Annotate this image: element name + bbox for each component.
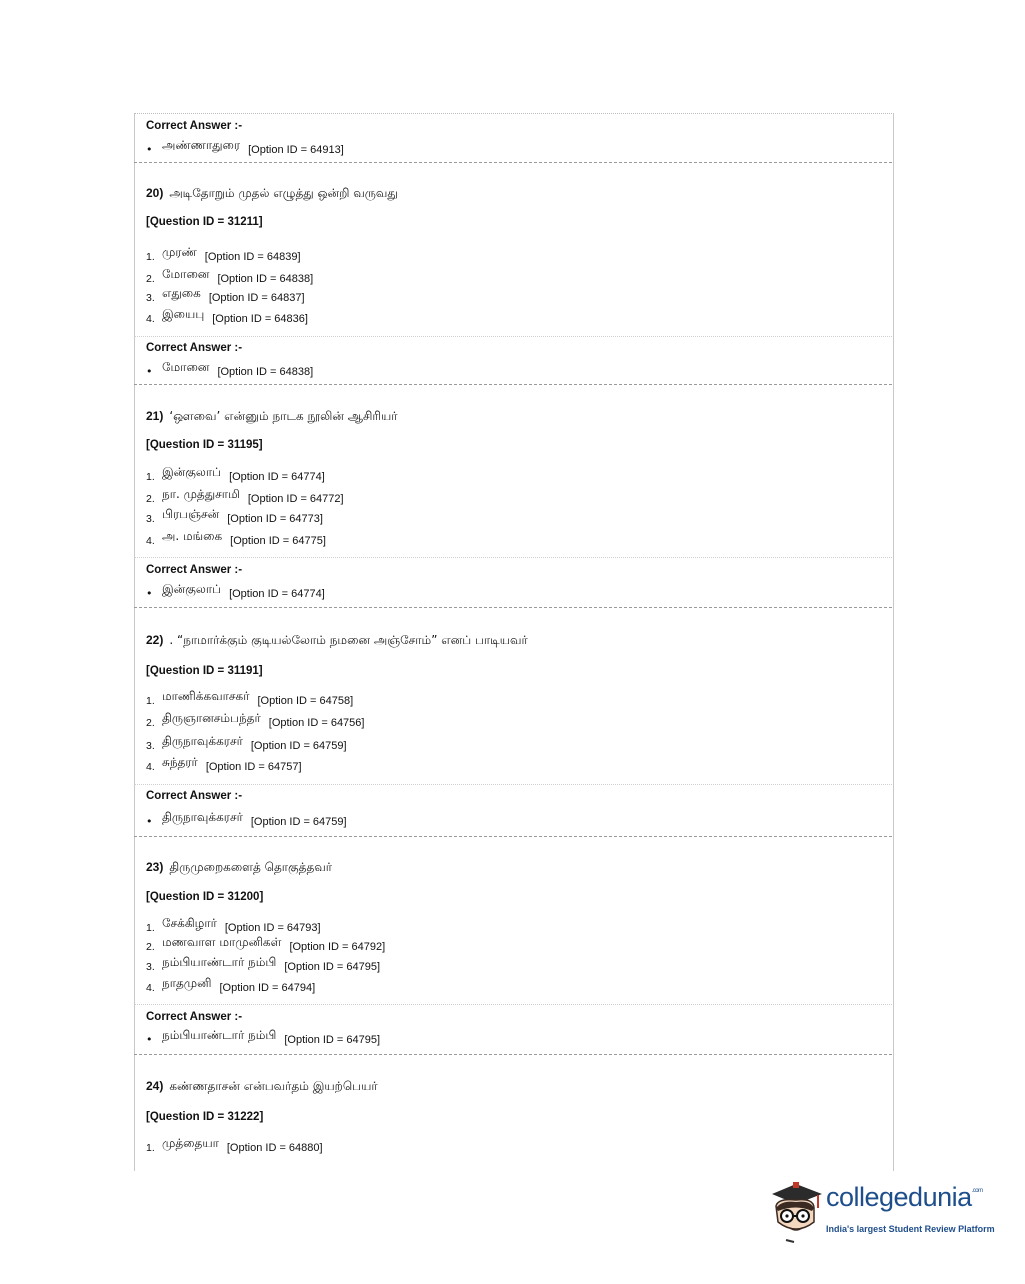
correct-answer: • திருநாவுக்கரசர் [Option ID = 64759] [146, 810, 347, 828]
option-item[interactable]: 2. திருஞானசம்பந்தர் [Option ID = 64756] [146, 711, 365, 729]
option-item[interactable]: 3. எதுகை [Option ID = 64837] [146, 286, 305, 304]
question-title: 23) திருமுறைகளைத் தொகுத்தவர் [146, 860, 333, 874]
option-item[interactable]: 1. மாணிக்கவாசகர் [Option ID = 64758] [146, 689, 354, 707]
option-item[interactable]: 3. பிரபஞ்சன் [Option ID = 64773] [146, 507, 323, 525]
collegedunia-logo [766, 1178, 996, 1248]
correct-answer: • இன்குலாப் [Option ID = 64774] [146, 582, 325, 600]
question-id: [Question ID = 31200] [146, 891, 264, 903]
option-item[interactable]: 1. முரண் [Option ID = 64839] [146, 245, 301, 263]
bullet-icon: • [146, 587, 153, 600]
option-item[interactable]: 4. நாதமுனி [Option ID = 64794] [146, 976, 316, 994]
option-item[interactable]: 1. இன்குலாப் [Option ID = 64774] [146, 465, 325, 483]
option-item[interactable]: 2. நா. முத்துசாமி [Option ID = 64772] [146, 487, 344, 505]
student-mascot-icon [766, 1178, 824, 1244]
correct-answer-label: Correct Answer :- [146, 1011, 243, 1023]
bullet-icon: • [146, 815, 153, 828]
divider [134, 336, 892, 337]
correct-answer: • மோனை [Option ID = 64838] [146, 360, 314, 378]
option-item[interactable]: 1. முத்தையா [Option ID = 64880] [146, 1136, 323, 1154]
divider [134, 784, 892, 785]
correct-answer-label: Correct Answer :- [146, 564, 243, 576]
bullet-icon: • [146, 1033, 153, 1046]
bullet-icon: • [146, 143, 153, 156]
option-item[interactable]: 3. நம்பியாண்டார் நம்பி [Option ID = 64795] [146, 955, 381, 973]
question-title: 24) கண்ணதாசன் என்பவர்தம் இயற்பெயர் [146, 1079, 378, 1093]
question-title: 21) ‘ஔவை’ என்னும் நாடக நூலின் ஆசிரியர் [146, 409, 398, 423]
bullet-icon: • [146, 365, 153, 378]
question-id: [Question ID = 31195] [146, 439, 263, 451]
option-item[interactable]: 4. அ. மங்கை [Option ID = 64775] [146, 529, 326, 547]
divider [134, 557, 892, 558]
question-title: 22) . “நாமார்க்கும் குடியல்லோம் நமனை அஞ்சோம்” எனப் பாடியவர் [146, 633, 528, 647]
option-item[interactable]: 1. சேக்கிழார் [Option ID = 64793] [146, 916, 321, 934]
divider [134, 836, 892, 837]
option-item[interactable]: 4. இயைபு [Option ID = 64836] [146, 307, 308, 325]
question-id: [Question ID = 31222] [146, 1111, 264, 1123]
divider [134, 162, 892, 163]
correct-answer: • அண்ணாதுரை [Option ID = 64913] [146, 138, 344, 156]
correct-answer: • நம்பியாண்டார் நம்பி [Option ID = 64795] [146, 1028, 381, 1046]
option-item[interactable]: 2. மணவாள மாமுனிகள் [Option ID = 64792] [146, 935, 386, 953]
option-item[interactable]: 3. திருநாவுக்கரசர் [Option ID = 64759] [146, 734, 347, 752]
option-item[interactable]: 2. மோனை [Option ID = 64838] [146, 267, 314, 285]
option-item[interactable]: 4. சுந்தரர் [Option ID = 64757] [146, 755, 302, 773]
divider [134, 1004, 892, 1005]
brand-name: collegedunia$^{.com}$ [826, 1182, 983, 1212]
divider [134, 384, 892, 385]
question-id: [Question ID = 31191] [146, 665, 263, 677]
correct-answer-label: Correct Answer :- [146, 120, 243, 132]
correct-answer-label: Correct Answer :- [146, 790, 243, 802]
question-id: [Question ID = 31211] [146, 216, 263, 228]
divider [134, 607, 892, 608]
divider [134, 1054, 892, 1055]
question-title: 20) அடிதோறும் முதல் எழுத்து ஒன்றி வருவது [146, 186, 398, 200]
correct-answer-label: Correct Answer :- [146, 342, 243, 354]
brand-tagline: India's largest Student Review Platform [826, 1224, 995, 1234]
